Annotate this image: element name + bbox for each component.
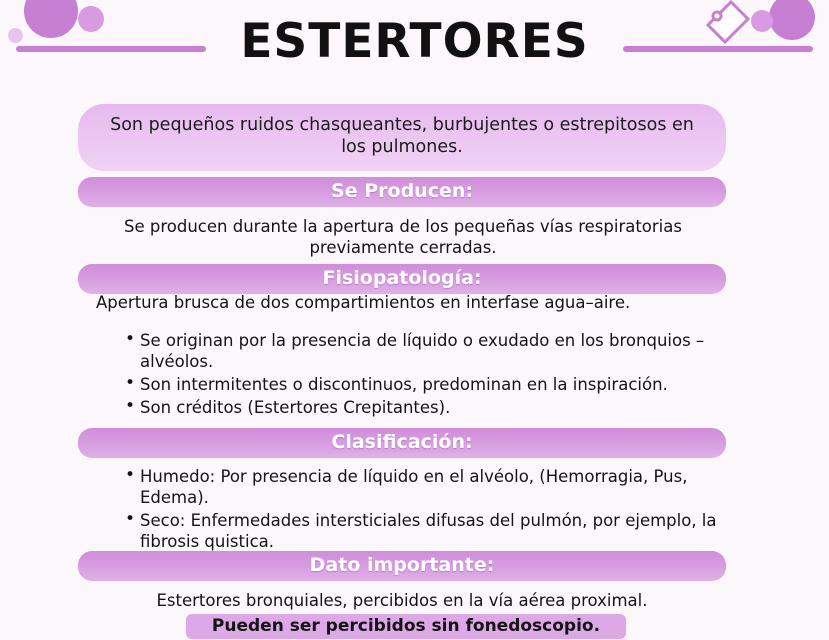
section-heading-se-producen: Se Producen: [78, 177, 726, 207]
section-text-dato-importante: Estertores bronquiales, percibidos en la vía aérea proximal. [156, 591, 648, 610]
section-heading-clasificacion: Clasificación: [78, 428, 726, 458]
bullet-list-clasificacion [118, 466, 718, 554]
list-item: • Son intermitentes o discontinuos, predominan en la inspiración. [140, 374, 718, 395]
list-item: • Son créditos (Estertores Crepitantes). [140, 397, 718, 418]
list-item: • Humedo: Por presencia de líquido en el alvéolo, (Hemorragia, Pus, Edema). [140, 466, 718, 508]
section-text-fisiopatologia: Apertura brusca de dos compartimientos en interfase agua–aire. [96, 293, 631, 312]
lead-statement: Son pequeños ruidos chasqueantes, burbujentes o estrepitosos en los pulmones. [78, 104, 726, 171]
section-text-se-producen: Se producen durante la apertura de los pequeñas vías respiratorias previamente cerradas. [124, 217, 682, 258]
list-item: • Se originan por la presencia de líquido o exudado en los bronquios – alvéolos. [140, 330, 718, 372]
highlight-note: Pueden ser percibidos sin fonedoscopio. [186, 614, 626, 639]
section-heading-fisiopatologia: Fisiopatología: [78, 264, 726, 294]
section-heading-dato-importante: Dato importante: [78, 551, 726, 581]
bullet-list-fisiopatologia [118, 330, 718, 420]
list-item: • Seco: Enfermedades intersticiales difusas del pulmón, por ejemplo, la fibrosis quistica. [140, 510, 718, 552]
page-title: ESTERTORES [240, 14, 589, 69]
